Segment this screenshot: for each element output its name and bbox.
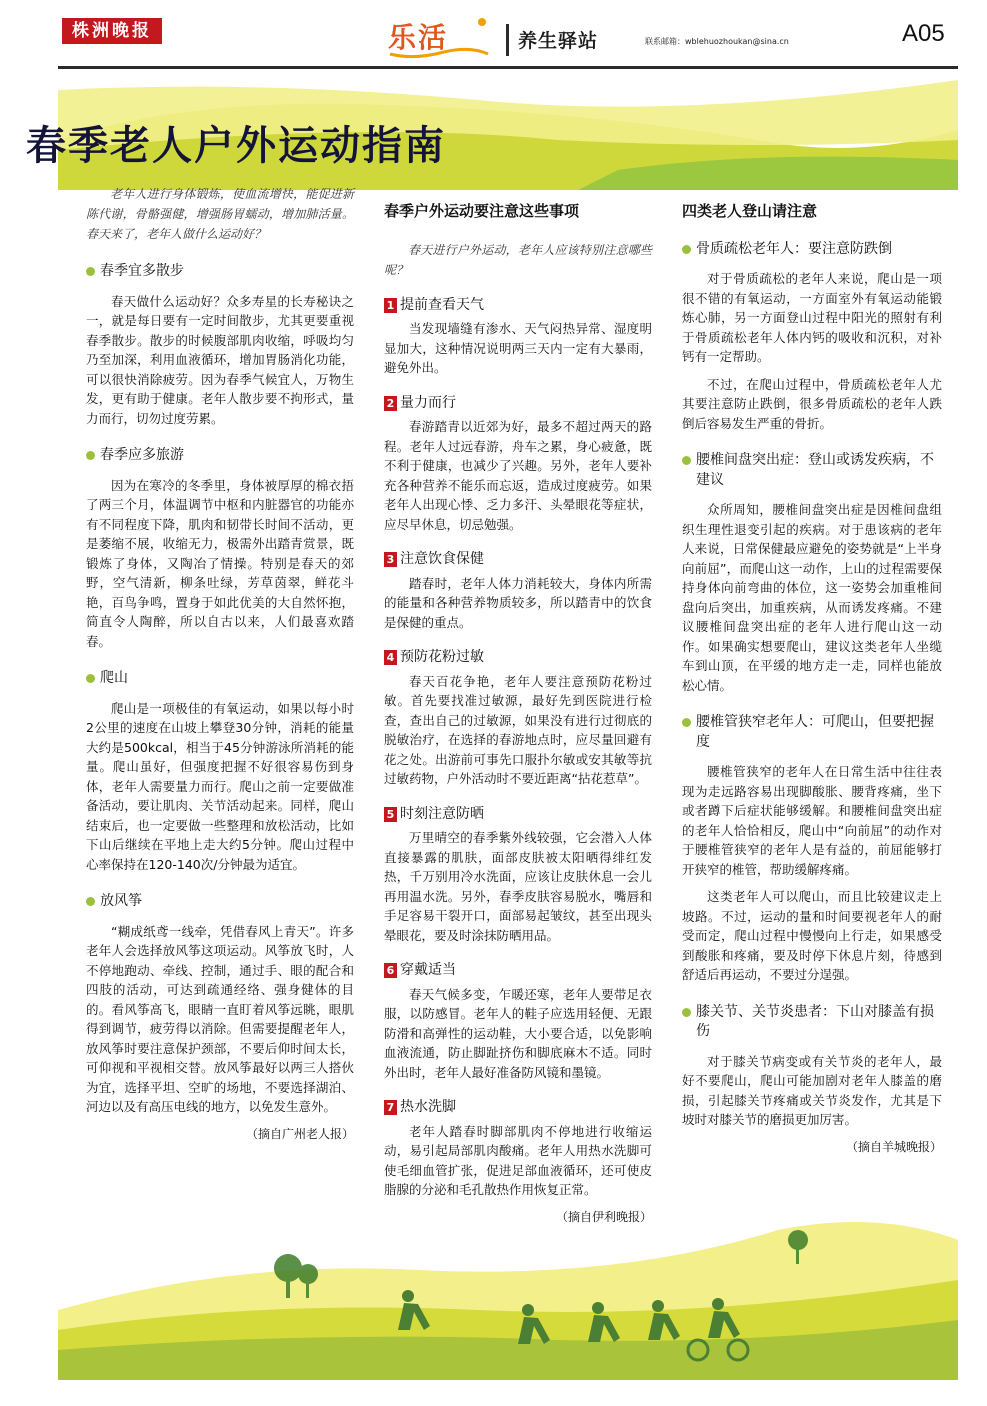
column-left xyxy=(86,180,354,1144)
paragraph: 当发现墙缝有渗水、天气闷热异常、湿度明显加大，这种情况说明两三天内一定有大暴雨，避免外出。 xyxy=(384,321,652,375)
masthead xyxy=(0,0,987,70)
green-bullet-icon xyxy=(86,674,95,683)
subheading-disc-herniation: 腰椎间盘突出症：登山或诱发疾病，不建议 xyxy=(682,451,942,490)
contact-email: 联系邮箱：wblehuozhoukan@sina.cn xyxy=(645,37,789,46)
number-badge: 2 xyxy=(384,396,397,411)
source-credit: （摘自羊城晚报） xyxy=(845,1139,942,1154)
subheading-climbing: 爬山 xyxy=(86,669,354,689)
subheading-osteoporosis: 骨质疏松老年人：要注意防跌倒 xyxy=(682,240,942,260)
column-heading: 春季户外运动要注意这些事项 xyxy=(384,202,580,220)
paragraph: 万里晴空的春季紫外线较强，它会潜入人体直接暴露的肌肤，面部皮肤被太阳晒得绯红发热，千万别用冷水洗面，应该让皮肤休息一会儿再用温水洗。另外，春季皮肤容易脱水，嘴唇和手足容易干裂开口，面部易起皱纹，甚至出现头晕眼花，要及时涂抹防晒用品。 xyxy=(384,830,652,943)
paragraph: 春游踏青以近郊为好，最多不超过两天的路程。老年人过远春游，舟车之累，身心疲惫，既不利于健康，也减少了兴趣。另外，老年人要补充各种营养不能乐而忘返，造成过度疲劳。如果老年人出现心悸、乏力多汗、头晕眼花等症状，应尽早休息，切忌勉强。 xyxy=(384,419,652,532)
paragraph: 不过，在爬山过程中，骨质疏松老年人尤其要注意防止跌倒，很多骨质疏松的老年人跌倒后容易发生严重的骨折。 xyxy=(682,376,942,431)
paragraph: 春天气候多变，乍暖还寒，老年人要带足衣服，以防感冒。老年人的鞋子应选用轻便、无跟防滑和高弹性的运动鞋，大小要合适，以免影响血液流通，防止脚趾挤伤和脚底麻木不适。同时外出时，老年人最好准备防风镜和墨镜。 xyxy=(384,986,652,1080)
subheading-spinal-stenosis: 腰椎管狭窄老年人：可爬山，但要把握度 xyxy=(682,713,942,752)
paragraph: 老年人踏春时脚部肌肉不停地进行收缩运动，易引起局部肌肉酸痛。老年人用热水洗脚可使毛细血管扩张，促进足部血液循环，还可使皮脂腺的分泌和毛孔散热作用恢复正常。 xyxy=(384,1123,652,1197)
paragraph: 对于膝关节病变或有关节炎的老年人，最好不要爬山，爬山可能加剧对老年人膝盖的磨损，引起膝关节疼痛或关节炎发作，尤其是下坡时对膝关节的磨损更加厉害。 xyxy=(682,1053,942,1127)
column-middle xyxy=(384,180,652,1227)
article-title: 春季老人户外运动指南 xyxy=(26,122,446,169)
source-credit: （摘自伊利晚报） xyxy=(555,1209,652,1224)
paragraph: 因为在寒冷的冬季里，身体被厚厚的棉衣捂了两三个月，体温调节中枢和内脏器官的功能亦有不同程度下降，肌肉和韧带长时间不活动，更是萎缩不展，收缩无力，极需外出踏青赏景，既锻炼了身体，又陶冶了情操。特别是春天的郊野，空气清新，柳条吐绿，芳草茵翠，鲜花斗艳，百鸟争鸣，置身于如此优美的大自然怀抱，简直令人陶醉，所以自古以来，人们最喜欢踏春。 xyxy=(86,477,354,649)
column-heading: 四类老人登山请注意 xyxy=(682,202,818,220)
paragraph: 踏春时，老年人体力消耗较大，身体内所需的能量和各种营养物质较多，所以踏青中的饮食是保健的重点。 xyxy=(384,575,652,630)
paragraph: 爬山是一项极佳的有氧运动，如果以每小时2公里的速度在山坡上攀登30分钟，消耗的能量大约是500kcal，相当于45分钟游泳所消耗的能量。爬山虽好，但强度把握不好很容易伤到身体，老年人需要量力而行。爬山之前一定要做准备活动，要让肌肉、关节活动起来。同样，爬山结束后，也一定要做一些整理和放松活动，比如下山后继续在平地上走大约5分钟。爬山过程中心率保持在120-140次/分钟最为适宜。 xyxy=(86,700,354,872)
masthead-rule xyxy=(58,66,958,69)
paragraph: 这类老年人可以爬山，而且比较建议走上坡路。不过，运动的量和时间要视老年人的耐受而定，爬山过程中慢慢向上行走，如果感受到酸胀和疼痛，要及时停下休息片刻，待感到舒适后再运动，不要过分逞强。 xyxy=(682,889,942,982)
lehuo-title: 乐活 xyxy=(388,21,449,54)
subheading-travel: 春季应多旅游 xyxy=(86,446,354,466)
number-badge: 1 xyxy=(384,298,397,313)
column-right xyxy=(682,180,942,1157)
paragraph: 腰椎管狭窄的老年人在日常生活中往往表现为走远路容易出现脚酸胀、腰背疼痛，坐下或者蹲下后症状能够缓解。和腰椎间盘突出症的老年人恰恰相反，爬山中“向前屈”的动作对于腰椎管狭窄的老年人是有益的，前屈能够打开狭窄的椎管，帮助缓解疼痛。 xyxy=(682,764,942,877)
green-bullet-icon xyxy=(682,456,691,465)
item-heading-4: 4 预防花粉过敏 xyxy=(384,648,652,668)
paper-logo: 株洲晚报 xyxy=(62,18,162,44)
paragraph: 春天百花争艳，老年人要注意预防花粉过敏。首先要找准过敏源，最好先到医院进行检查，查出自己的过敏源，如果没有进行过彻底的脱敏治疗，在选择的春游地点时，应尽量回避有花之处。出游前可事先口服扑尔敏或安其敏等抗过敏药物，户外活动时不要近距离“拈花惹草”。 xyxy=(384,673,652,786)
outdoor-scenery-illustration xyxy=(58,1200,958,1380)
item-heading-5: 5 时刻注意防晒 xyxy=(384,805,652,825)
green-bullet-icon xyxy=(682,245,691,254)
item-heading-1: 1 提前查看天气 xyxy=(384,296,652,316)
section-name: 养生驿站 xyxy=(518,30,599,52)
item-heading-7: 7 热水洗脚 xyxy=(384,1098,652,1118)
paragraph: “糊成纸鸢一线牵，凭借春风上青天”。许多老年人会选择放风筝这项运动。风筝放飞时，人不停地跑动、牵线、控制，通过手、眼的配合和四肢的活动，可达到疏通经络、强身健体的目的。看风筝高飞，眼睛一直盯着风筝远眺，眼肌得到调节，疲劳得以消除。但需要提醒老年人，放风筝时要注意保护颈部，不要后仰时间太长，可仰视和平视相交替。放风筝最好以两三人搭伙为宜，选择平坦、空旷的场地，不要选择湖泊、河边以及有高压电线的地方，以免发生意外。 xyxy=(86,923,354,1114)
number-badge: 7 xyxy=(384,1100,397,1115)
number-badge: 3 xyxy=(384,552,397,567)
green-bullet-icon xyxy=(86,451,95,460)
section-divider xyxy=(506,24,509,56)
number-badge: 4 xyxy=(384,650,397,665)
green-bullet-icon xyxy=(682,1008,691,1017)
subheading-kite: 放风筝 xyxy=(86,892,354,912)
lead-paragraph: 春天进行户外运动，老年人应该特别注意哪些呢？ xyxy=(384,242,652,277)
number-badge: 5 xyxy=(384,807,397,822)
page-number: A05 xyxy=(902,20,945,47)
green-bullet-icon xyxy=(86,267,95,276)
subheading-knee-joint: 膝关节、关节炎患者：下山对膝盖有损伤 xyxy=(682,1003,942,1042)
number-badge: 6 xyxy=(384,963,397,978)
green-bullet-icon xyxy=(682,718,691,727)
item-heading-3: 3 注意饮食保健 xyxy=(384,550,652,570)
lead-paragraph: 老年人进行身体锻炼，使血流增快，能促进新陈代谢，骨骼强健，增强肠胃蠕动，增加肺活量。春天来了，老年人做什么运动好？ xyxy=(86,187,354,241)
green-bullet-icon xyxy=(86,897,95,906)
subheading-walking: 春季宜多散步 xyxy=(86,262,354,282)
paragraph: 众所周知，腰椎间盘突出症是因椎间盘组织生理性退变引起的疾病。对于患该病的老年人来说，日常保健最应避免的姿势就是“上半身向前屈”，而爬山这一动作，上山的过程需要保持身体向前弯曲的体位，这一姿势会加重椎间盘向后突出，加重疾病，从而诱发疼痛。不建议腰椎间盘突出症的老年人进行爬山这一动作。如果确实想要爬山，建议这类老年人坐缆车到山顶，在平缓的地方走一走，同样也能放松心情。 xyxy=(682,502,942,693)
source-credit: （摘自广州老人报） xyxy=(245,1126,354,1141)
item-heading-2: 2 量力而行 xyxy=(384,394,652,414)
item-heading-6: 6 穿戴适当 xyxy=(384,961,652,981)
paragraph: 对于骨质疏松的老年人来说，爬山是一项很不错的有氧运动，一方面室外有氧运动能锻炼心肺，另一方面登山过程中阳光的照射有利于骨质疏松老年人体内钙的吸收和沉积，对补钙有一定帮助。 xyxy=(682,271,942,364)
paragraph: 春天做什么运动好？众多寿星的长寿秘诀之一，就是每日要有一定时间散步，尤其更要重视春季散步。散步的时候腹部肌肉收缩，呼吸均匀乃至加深，利用血液循环，增加胃肠消化功能，可以很快消除疲劳。因为春季气候宜人，万物生发，更有助于健康。老年人散步要不拘形式，量力而行，切勿过度劳累。 xyxy=(86,293,354,426)
